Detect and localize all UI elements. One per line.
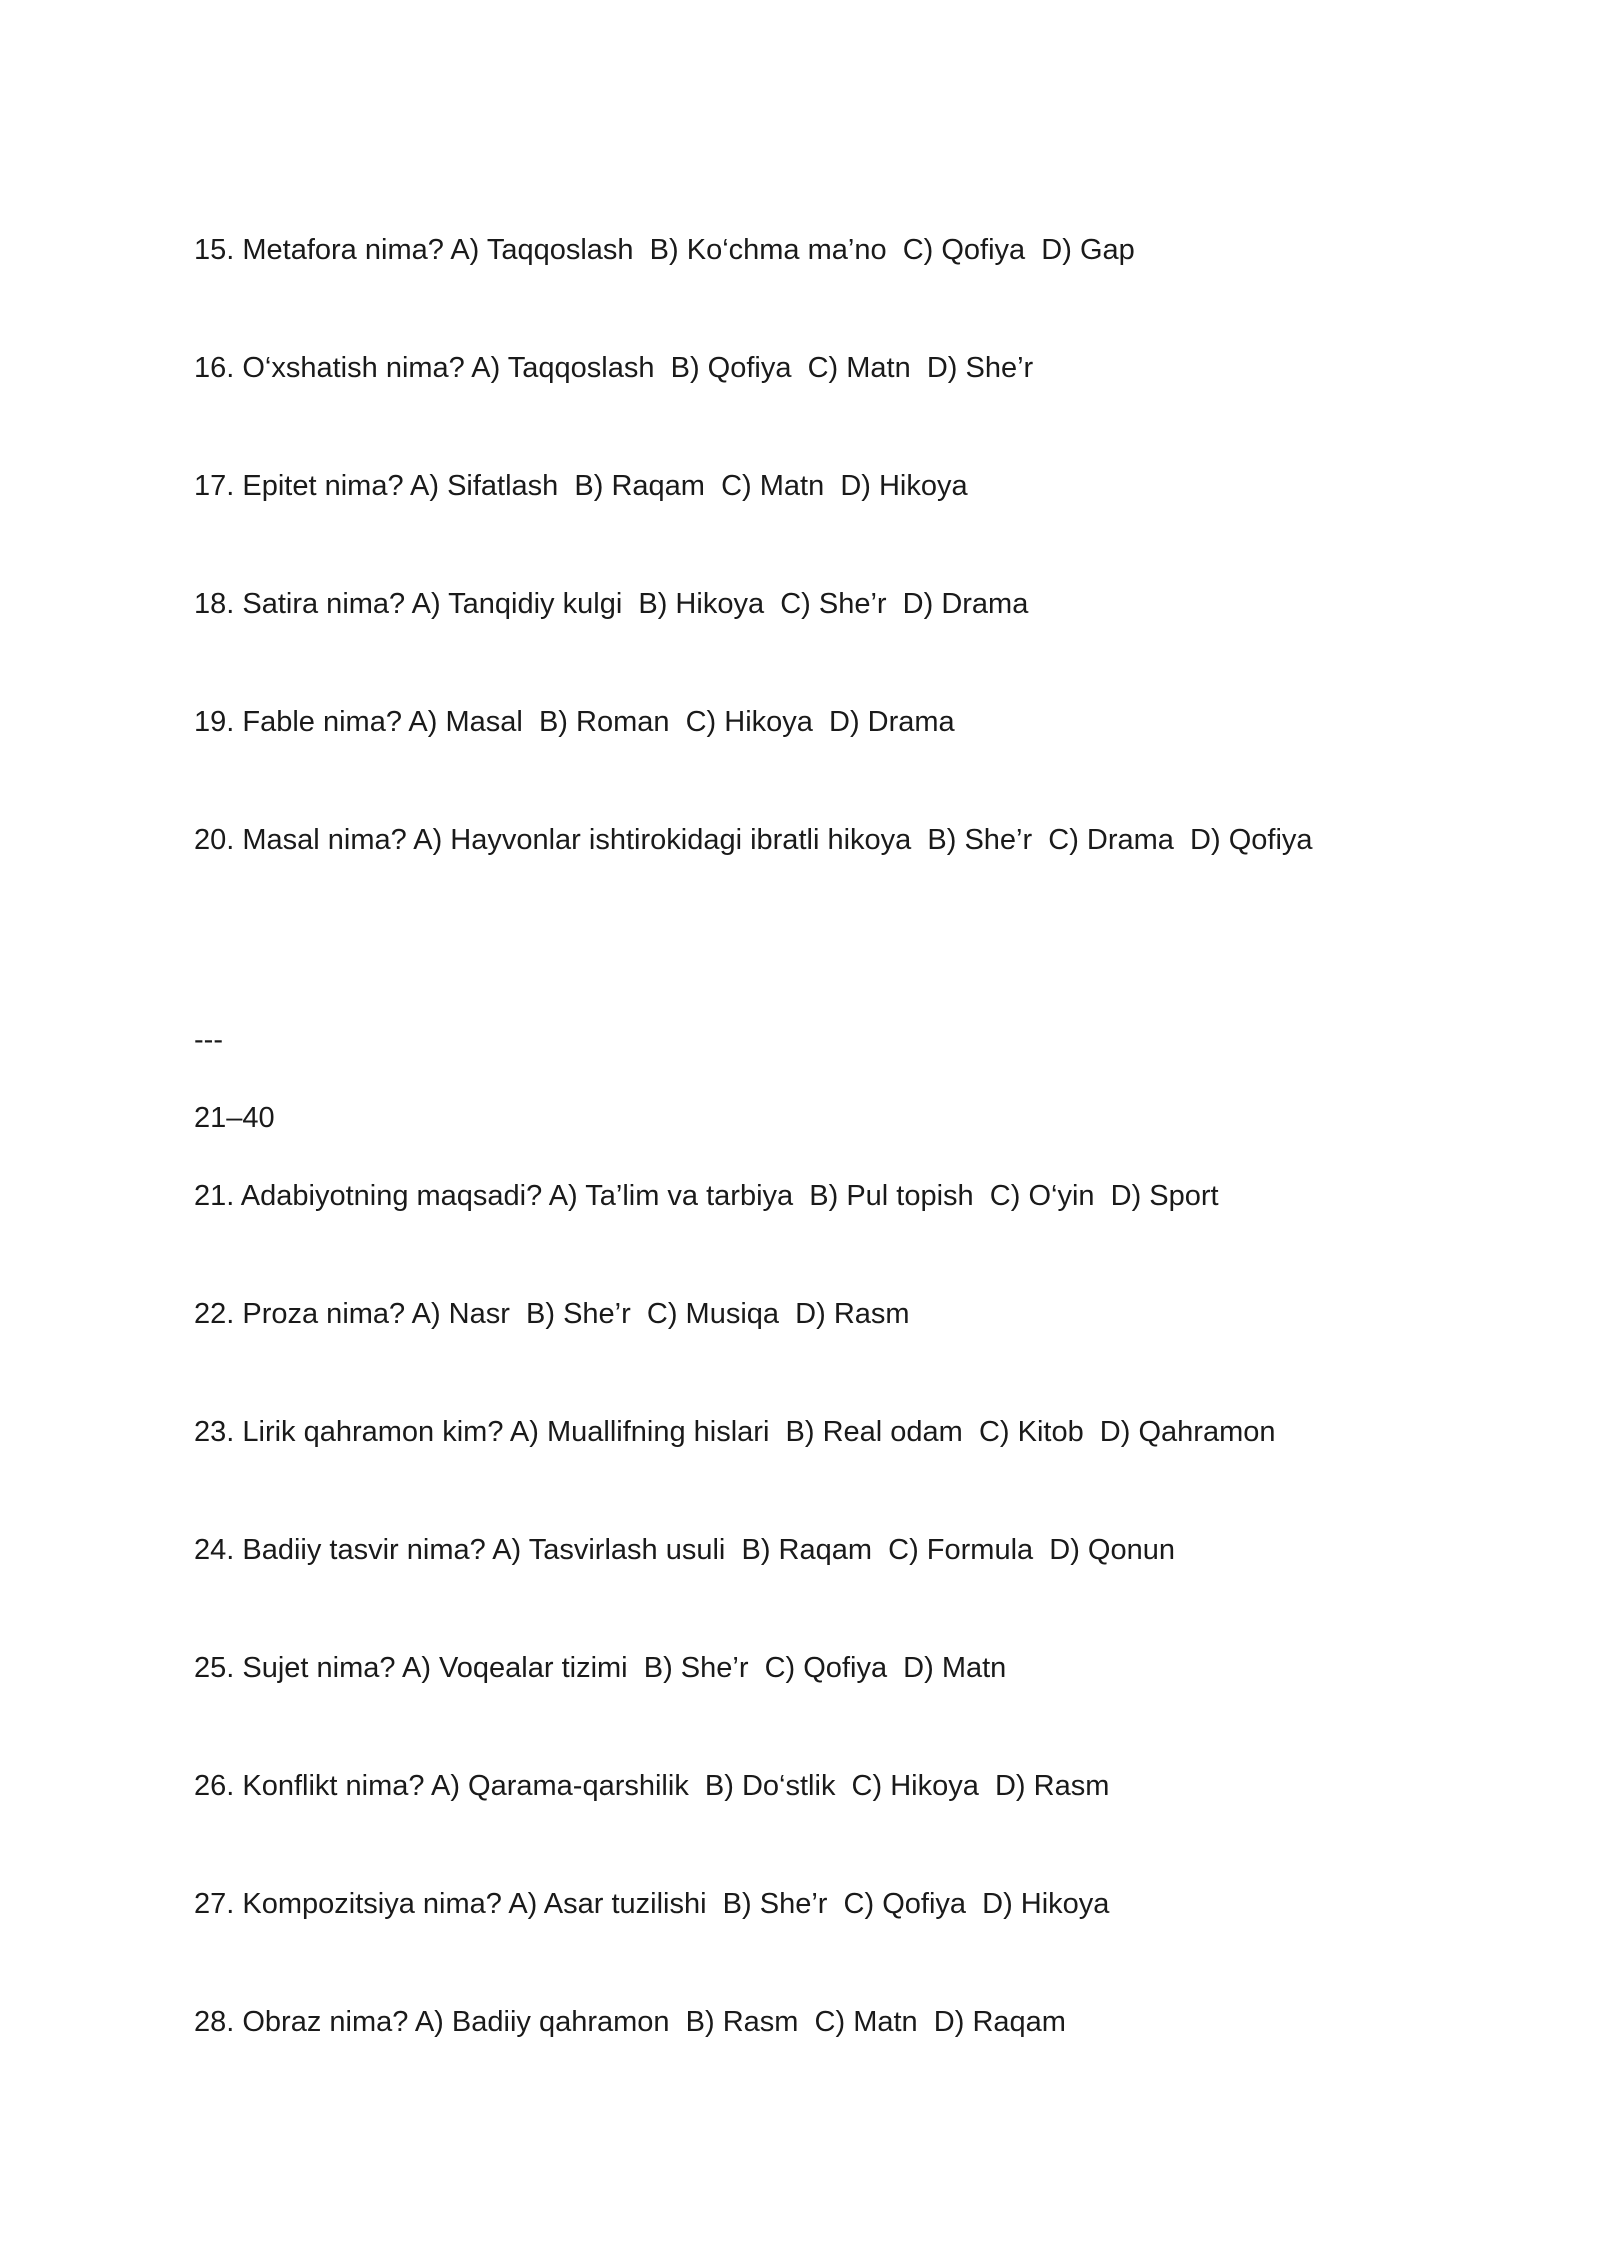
question-26: 26. Konflikt nima? A) Qarama-qarshilik B) Do‘stlik C) Hikoya D) Rasm bbox=[194, 1770, 1110, 1802]
question-15: 15. Metafora nima? A) Taqqoslash B) Ko‘chma ma’no C) Qofiya D) Gap bbox=[194, 234, 1135, 266]
question-25: 25. Sujet nima? A) Voqealar tizimi B) She’r C) Qofiya D) Matn bbox=[194, 1652, 1007, 1684]
question-20: 20. Masal nima? A) Hayvonlar ishtirokidagi ibratli hikoya B) She’r C) Drama D) Qofiya bbox=[194, 824, 1313, 856]
section-separator: --- bbox=[194, 1024, 223, 1056]
question-28: 28. Obraz nima? A) Badiiy qahramon B) Rasm C) Matn D) Raqam bbox=[194, 2006, 1066, 2038]
question-18: 18. Satira nima? A) Tanqidiy kulgi B) Hikoya C) She’r D) Drama bbox=[194, 588, 1029, 620]
question-21: 21. Adabiyotning maqsadi? A) Ta’lim va tarbiya B) Pul topish C) O‘yin D) Sport bbox=[194, 1180, 1219, 1212]
question-27: 27. Kompozitsiya nima? A) Asar tuzilishi B) She’r C) Qofiya D) Hikoya bbox=[194, 1888, 1110, 1920]
question-17: 17. Epitet nima? A) Sifatlash B) Raqam C) Matn D) Hikoya bbox=[194, 470, 968, 502]
question-19: 19. Fable nima? A) Masal B) Roman C) Hikoya D) Drama bbox=[194, 706, 955, 738]
section-range-heading: 21–40 bbox=[194, 1102, 275, 1134]
question-24: 24. Badiiy tasvir nima? A) Tasvirlash usuli B) Raqam C) Formula D) Qonun bbox=[194, 1534, 1175, 1566]
question-22: 22. Proza nima? A) Nasr B) She’r C) Musiqa D) Rasm bbox=[194, 1298, 910, 1330]
question-16: 16. O‘xshatish nima? A) Taqqoslash B) Qofiya C) Matn D) She’r bbox=[194, 352, 1034, 384]
question-23: 23. Lirik qahramon kim? A) Muallifning hislari B) Real odam C) Kitob D) Qahramon bbox=[194, 1416, 1276, 1448]
